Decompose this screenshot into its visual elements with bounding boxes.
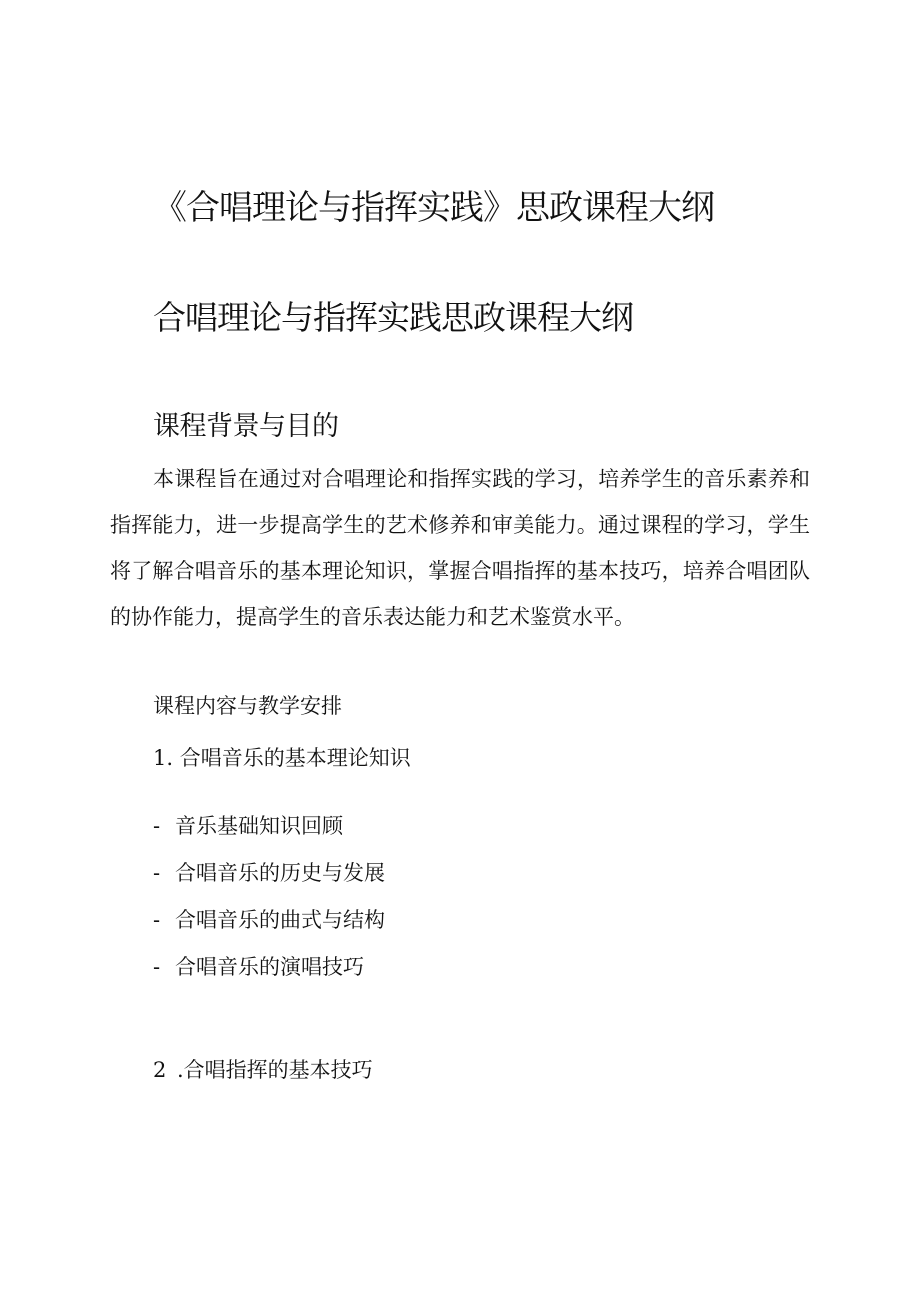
dash-marker: - bbox=[153, 861, 161, 885]
list-item-2-text: .合唱指挥的基本技巧 bbox=[177, 1058, 373, 1082]
sub-list-item bbox=[153, 857, 385, 887]
dash-marker: - bbox=[153, 955, 161, 979]
dash-marker: - bbox=[153, 908, 161, 932]
sub-list-item bbox=[153, 951, 364, 981]
content-heading: 课程内容与教学安排 bbox=[153, 694, 342, 718]
sub-list-item-text: 音乐基础知识回顾 bbox=[175, 814, 343, 838]
document-title: 《合唱理论与指挥实践》思政课程大纲 bbox=[153, 188, 714, 228]
dash-marker: - bbox=[153, 814, 161, 838]
list-item-2-number: 2 bbox=[153, 1058, 167, 1082]
list-item-2 bbox=[153, 1054, 373, 1084]
section-heading-background: 课程背景与目的 bbox=[153, 411, 339, 442]
sub-list-item bbox=[153, 810, 343, 840]
body-paragraph: 本课程旨在通过对合唱理论和指挥实践的学习，培养学生的音乐素养和指挥能力，进一步提高学生的艺术修养和审美能力。通过课程的学习，学生将了解合唱音乐的基本理论知识，掌握合唱指挥的基本技巧，培养合唱团队的协作能力，提高学生的音乐表达能力和艺术鉴赏水平。 bbox=[110, 467, 810, 629]
sub-list-item-text: 合唱音乐的历史与发展 bbox=[175, 861, 385, 885]
sub-list-item-text: 合唱音乐的演唱技巧 bbox=[175, 955, 364, 979]
list-item-1: 1. 合唱音乐的基本理论知识 bbox=[153, 746, 411, 770]
sub-list-item-text: 合唱音乐的曲式与结构 bbox=[175, 908, 385, 932]
sub-list-item bbox=[153, 904, 385, 934]
document-subtitle: 合唱理论与指挥实践思政课程大纲 bbox=[153, 298, 633, 337]
